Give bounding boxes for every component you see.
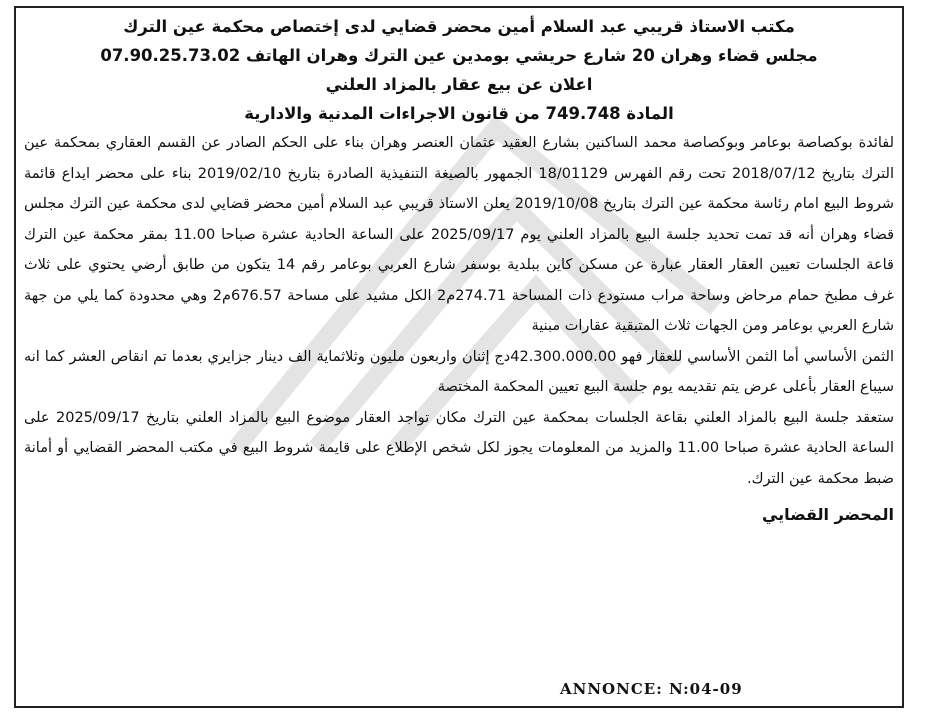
notice-paragraph-details: لفائدة بوكصاصة بوعامر وبوكصاصة محمد الساكنين بشارع العقيد عثمان العنصر وهران بناء على الحكم الصادر عن القسم العقاري بمحكمة عين الترك بتاريخ 2018/07/12 تحت رقم الفهرس 18/01129 الجمهور بالصيغة التنفيذية الصادرة بتاريخ 2019/02/10 بناء على محضر ايداع قائمة شروط البيع امام رئاسة محكمة عين الترك بتاريخ 2019/10/08 يعلن الاستاذ قريبي عبد السلام أمين محضر قضايي لدى محكمة عين الترك مجلس قضاء وهران أنه قد تمت تحديد جلسة البيع بالمزاد العلني يوم 2025/09/17 على الساعة الحادية عشرة صباحا 11.00 بمقر محكمة عين الترك قاعة الجلسات تعيين العقار العقار عبارة عن مسكن كاين ببلدية بوسفر شارع العربي بوعامر رقم 14 يتكون من طابق أرضي يحتوي على ثلاث غرف مطبخ حمام مرحاض وساحة مراب مستودع ذات المساحة 274.71م2 الكل مشيد على مساحة 676.57م2 وهي محدودة كما يلي من جهة شارع العربي بوعامر ومن الجهات ثلاث المتبقية عقارات مبنية: [24, 135, 894, 334]
legal-article: المادة 749.748 من قانون الاجراءات المدنية والادارية: [244, 104, 674, 123]
auction-notice: [14, 6, 904, 708]
notice-paragraph-session: ستعقد جلسة البيع بالمزاد العلني بقاعة الجلسات بمحكمة عين الترك مكان تواجد العقار موضوع البيع بالمزاد العلني بتاريخ 2025/09/17 على الساعة الحادية عشرة صباحا 11.00 والمزيد من المعلومات يجوز لكل شخص الإطلاع على قايمة شروط البيع في مكتب المحضر القضايي أو أمانة ضبط محكمة عين الترك.: [24, 409, 894, 487]
announcement-title: اعلان عن بيع عقار بالمزاد العلني: [325, 75, 593, 94]
office-address: مجلس قضاء وهران 20 شارع حريشي بومدين عين الترك وهران الهاتف 07.90.25.73.02: [100, 46, 818, 65]
office-title: مكتب الاستاذ قريبي عبد السلام أمين محضر قضايي لدى إختصاص محكمة عين الترك: [123, 17, 795, 36]
announcement-reference: ANNONCE: N:04-09: [560, 680, 743, 698]
notice-paragraph-price: الثمن الأساسي أما الثمن الأساسي للعقار فهو 42.300.000.00دج إثنان واربعون مليون وثلاثماية الف دينار جزايري بعدما تم انقاص العشر كما انه سيباع العقار بأعلى عرض يتم تقديمه يوم جلسة البيع تعيين المحكمة المختصة: [24, 348, 894, 395]
signature-bailiff: المحضر القضايي: [761, 505, 894, 524]
